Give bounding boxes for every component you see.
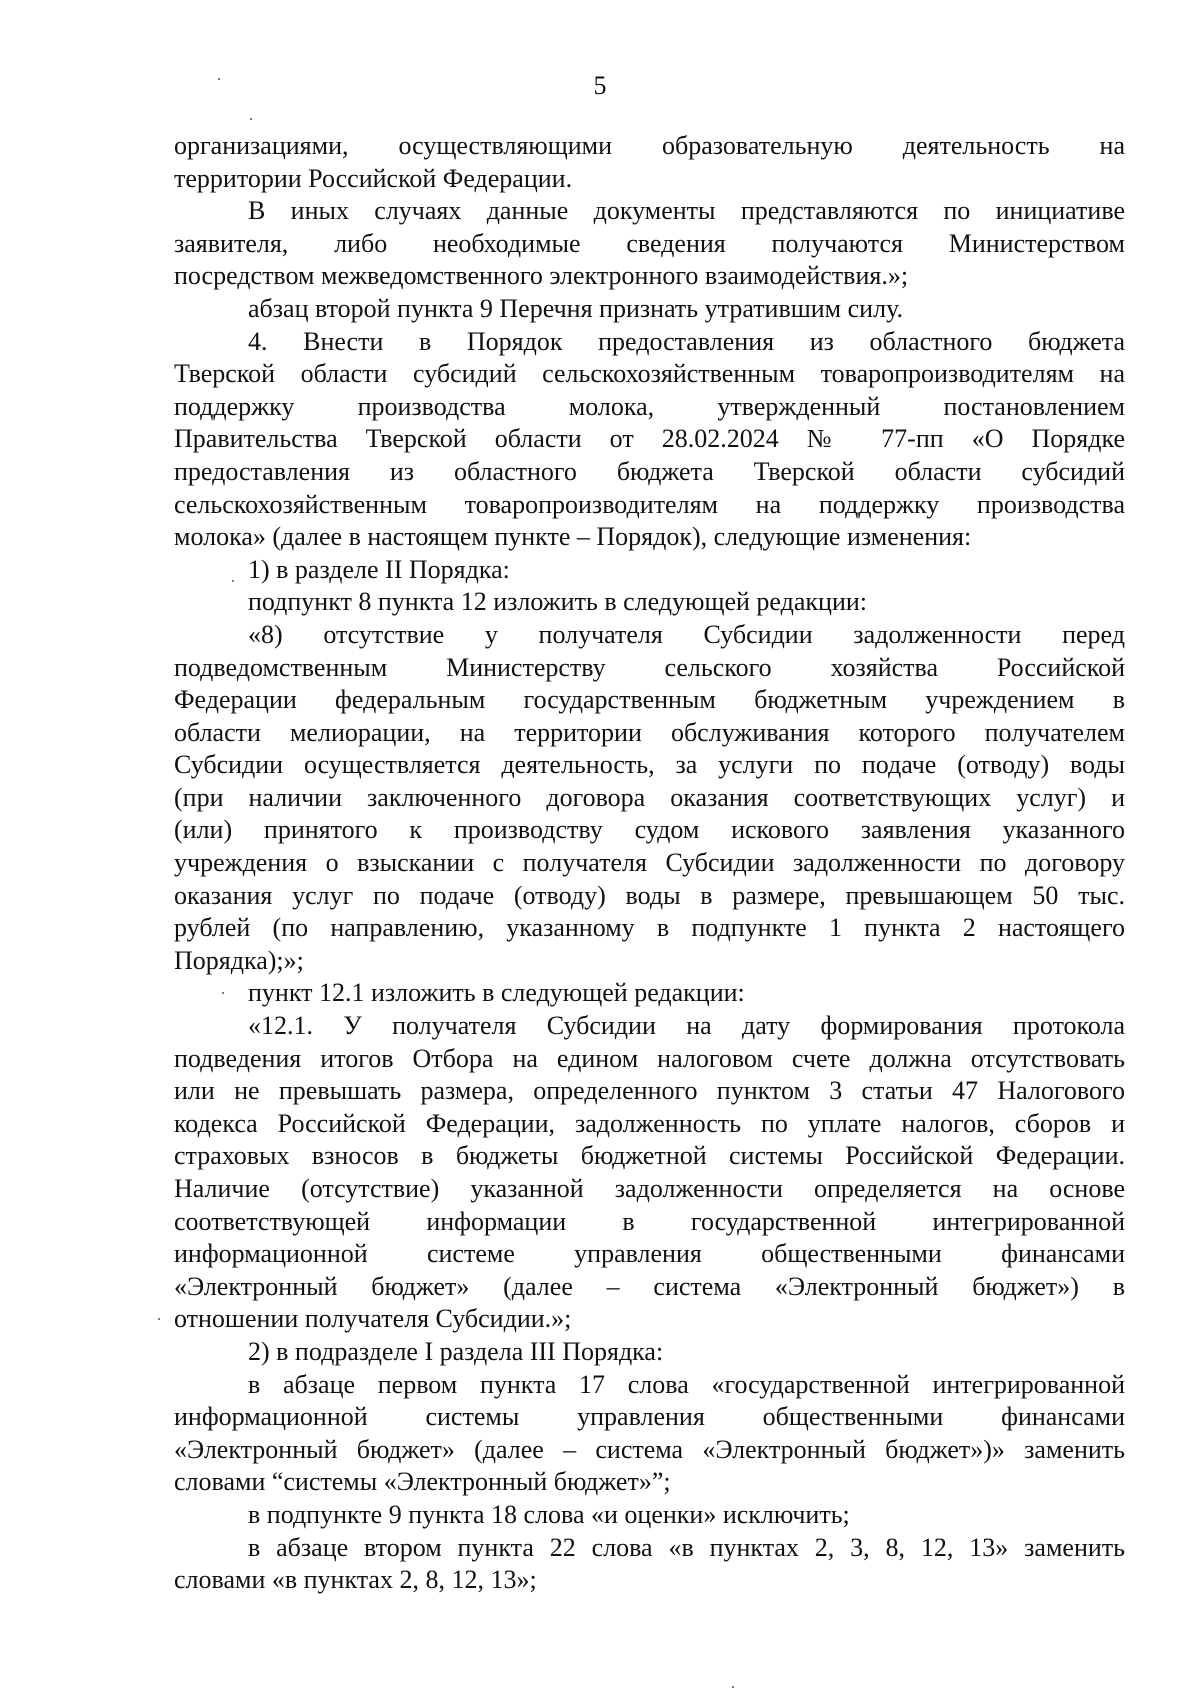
text-line: страховых взносов в бюджеты бюджетной системы Российской Федерации. [174,1141,1125,1171]
text-line: посредством межведомственного электронного взаимодействия.»; [174,261,909,291]
text-line: подпункт 8 пункта 12 изложить в следующей редакции: [248,587,867,617]
scan-speck [158,1318,160,1320]
text-line: в подпункте 9 пункта 18 слова «и оценки» исключить; [248,1499,850,1529]
text-line: 1) в разделе II Порядка: [248,554,510,584]
scan-speck [732,1686,734,1688]
text-line: отношении получателя Субсидии.»; [174,1304,572,1334]
document-body [174,130,1125,1597]
text-line: в абзаце втором пункта 22 слова «в пунктах 2, 3, 8, 12, 13» заменить [248,1532,1125,1562]
text-line: сельскохозяйственным товаропроизводителям на поддержку производства [174,489,1125,519]
text-line: рублей (по направлению, указанному в подпункте 1 пункта 2 настоящего [174,913,1125,943]
text-line: или не превышать размера, определенного пунктом 3 статьи 47 Налогового [174,1076,1125,1106]
text-line: (при наличии заключенного договора оказания соответствующих услуг) и [174,782,1125,812]
text-line: подведения итогов Отбора на едином налоговом счете должна отсутствовать [174,1043,1125,1073]
text-line: пункт 12.1 изложить в следующей редакции: [248,978,745,1008]
text-line: организациями, осуществляющими образовательную деятельность на [174,131,1125,160]
text-line: Правительства Тверской области от 28.02.2024 № 77-пп «О Порядке [174,424,1125,454]
text-line: «Электронный бюджет» (далее – система «Электронный бюджет»)» заменить [174,1434,1125,1464]
scan-speck [232,580,234,582]
text-line: в абзаце первом пункта 17 слова «государственной интегрированной [248,1369,1125,1399]
text-line: В иных случаях данные документы представляются по инициативе [248,196,1125,226]
text-line: Порядка);»; [174,945,304,975]
text-line: заявителя, либо необходимые сведения получаются Министерством [174,228,1125,258]
text-line: территории Российской Федерации. [174,163,573,193]
text-line: Субсидии осуществляется деятельность, за услуги по подаче (отводу) воды [174,750,1125,780]
text-line: подведомственным Министерству сельского хозяйства Российской [174,652,1125,682]
text-line: информационной системе управления общественными финансами [174,1239,1125,1269]
text-line: словами “системы «Электронный бюджет»”; [174,1467,671,1497]
scan-speck [218,78,220,80]
text-line: (или) принятого к производству судом искового заявления указанного [174,815,1125,845]
text-line: 4. Внести в Порядок предоставления из областного бюджета [248,326,1125,356]
text-line: поддержку производства молока, утвержденный постановлением [174,391,1125,421]
page-number: 5 [593,71,607,100]
text-line: «12.1. У получателя Субсидии на дату формирования протокола [248,1011,1125,1041]
text-line: «8) отсутствие у получателя Субсидии задолженности перед [248,619,1125,649]
text-line: области мелиорации, на территории обслуживания которого получателем [174,717,1125,747]
text-line: Наличие (отсутствие) указанной задолженности определяется на основе [174,1174,1125,1203]
text-line: молока» (далее в настоящем пункте – Порядок), следующие изменения: [174,522,972,552]
text-line: предоставления из областного бюджета Тверской области субсидий [174,456,1125,486]
text-line: учреждения о взыскании с получателя Субсидии задолженности по договору [174,848,1125,878]
text-line: кодекса Российской Федерации, задолженность по уплате налогов, сборов и [174,1108,1125,1138]
text-line: «Электронный бюджет» (далее – система «Электронный бюджет») в [174,1271,1125,1301]
text-line: соответствующей информации в государственной интегрированной [174,1206,1125,1236]
text-line: информационной системы управления общественными финансами [174,1402,1125,1432]
scan-speck [250,118,252,120]
text-line: оказания услуг по подаче (отводу) воды в размере, превышающем 50 тыс. [174,880,1125,910]
text-line: Тверской области субсидий сельскохозяйственным товаропроизводителям на [174,359,1125,389]
text-line: 2) в подразделе I раздела III Порядка: [248,1336,664,1366]
text-line: словами «в пунктах 2, 8, 12, 13»; [174,1565,537,1595]
text-line: Федерации федеральным государственным бюджетным учреждением в [174,685,1125,715]
scan-speck [222,992,224,994]
text-line: абзац второй пункта 9 Перечня признать утратившим силу. [248,293,903,323]
